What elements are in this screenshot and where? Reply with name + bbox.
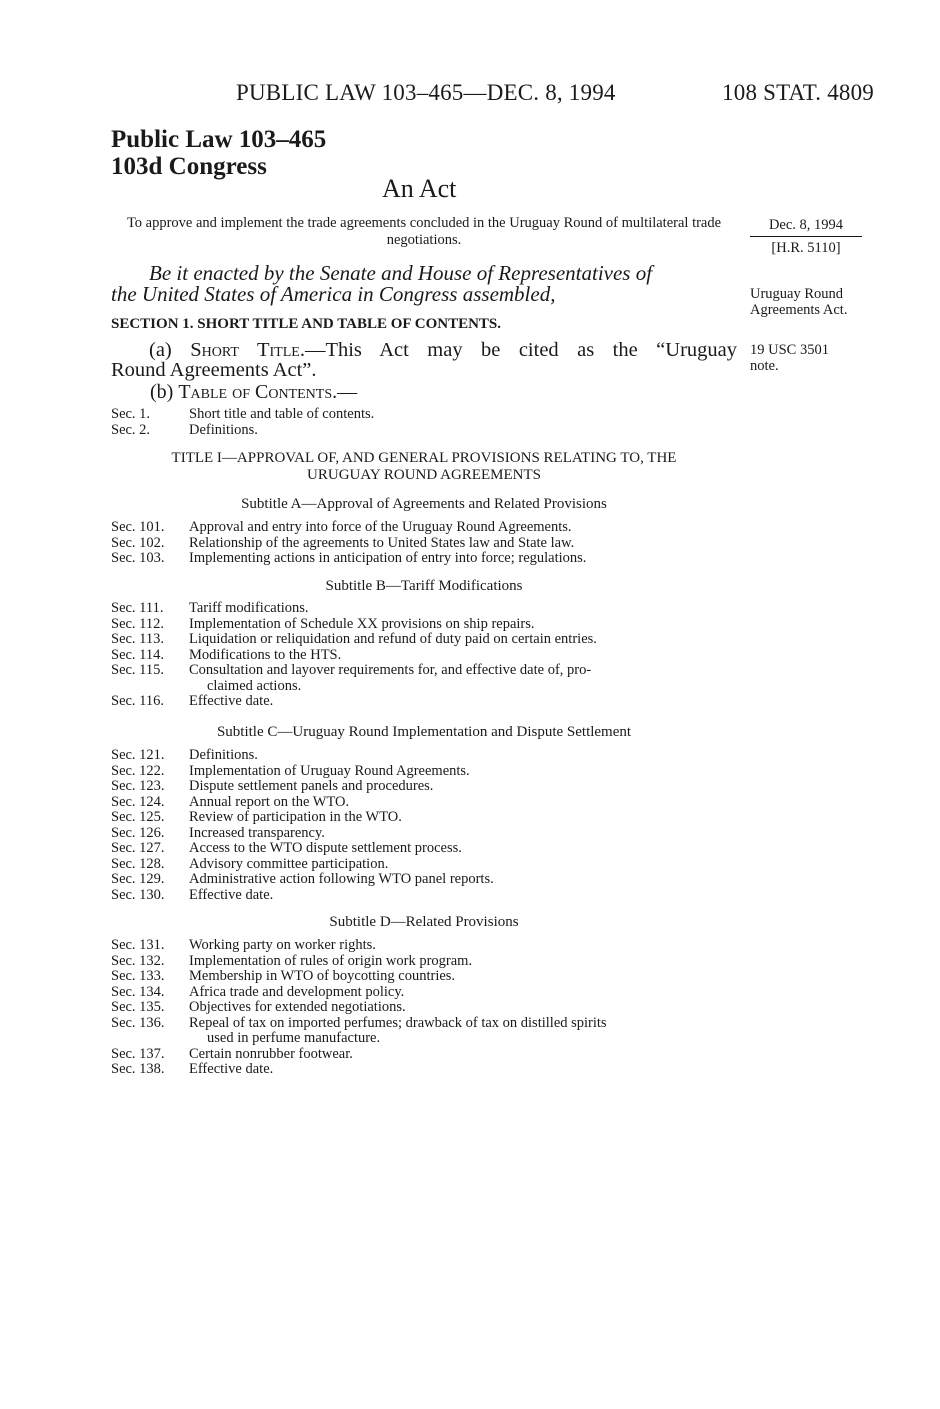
sidenote-usc bbox=[750, 342, 829, 374]
section-title: Liquidation or reliquidation and refund of duty paid on certain entries. bbox=[189, 631, 597, 647]
toc-entry bbox=[111, 663, 737, 679]
section-number: Sec. 135. bbox=[111, 999, 165, 1015]
section-title: Increased transparency. bbox=[189, 824, 325, 841]
section-number: Sec. 138. bbox=[111, 1061, 165, 1077]
section-number: Sec. 116. bbox=[111, 693, 165, 709]
toc-entry bbox=[111, 857, 737, 873]
toc-entry bbox=[111, 1016, 737, 1032]
paragraph-text: .—This Act may be cited as the “Uruguay bbox=[299, 339, 737, 361]
subtitle-sections bbox=[111, 748, 737, 903]
subtitle-heading: Subtitle B—Tariff Modifications bbox=[325, 578, 523, 594]
section-title-continuation: claimed actions. bbox=[207, 677, 302, 694]
section-title: Membership in WTO of boycotting countries. bbox=[189, 968, 456, 984]
section-number: Sec. 102. bbox=[111, 534, 165, 551]
toc-entry bbox=[111, 810, 737, 826]
toc-entry bbox=[111, 841, 737, 857]
section-title: Review of participation in the WTO. bbox=[189, 809, 402, 825]
toc-entry bbox=[111, 954, 737, 970]
section-number: Sec. 121. bbox=[111, 747, 165, 763]
section-title: Consultation and layover requirements for, and effective date of, pro- bbox=[189, 662, 592, 678]
toc-entry bbox=[111, 1000, 737, 1016]
running-head-stat: 108 STAT. 4809 bbox=[722, 80, 874, 105]
enactment-date: Dec. 8, 1994 bbox=[768, 217, 844, 233]
section-title: Tariff modifications. bbox=[189, 600, 309, 616]
toc-entry bbox=[111, 551, 737, 567]
enacting-line: the United States of America in Congress assembled, bbox=[111, 282, 556, 306]
subtitle-heading: Subtitle D—Related Provisions bbox=[329, 914, 519, 930]
toc-entry bbox=[111, 748, 737, 764]
section-title: Implementation of rules of origin work program. bbox=[189, 952, 473, 969]
section-number: Sec. 127. bbox=[111, 840, 165, 856]
short-title-line bbox=[111, 340, 737, 360]
subtitle-heading: Subtitle A—Approval of Agreements and Related Provisions bbox=[241, 496, 607, 512]
section-number: Sec. 1. bbox=[111, 406, 151, 422]
law-identifier bbox=[111, 126, 326, 180]
section-number: Sec. 126. bbox=[111, 824, 165, 841]
toc-entry bbox=[111, 872, 737, 888]
running-head-law: PUBLIC LAW 103–465—DEC. 8, 1994 bbox=[236, 80, 616, 105]
law-number: Public Law 103–465 bbox=[111, 126, 327, 153]
toc-entry bbox=[111, 938, 737, 954]
toc-entry bbox=[111, 632, 737, 648]
paragraph-caption: Short Title bbox=[190, 339, 300, 361]
section-title: Approval and entry into force of the Uruguay Round Agreements. bbox=[189, 519, 572, 535]
section-number: Sec. 134. bbox=[111, 983, 165, 1000]
section-number: Sec. 112. bbox=[111, 615, 165, 632]
congress: 103d Congress bbox=[111, 153, 267, 180]
section-title: Advisory committee participation. bbox=[189, 855, 389, 872]
toc-entry bbox=[111, 520, 737, 536]
sidenote-line: Uruguay Round bbox=[750, 286, 844, 302]
paragraph-text: .— bbox=[332, 381, 358, 403]
section-number: Sec. 125. bbox=[111, 809, 165, 825]
section-title: Dispute settlement panels and procedures. bbox=[189, 778, 434, 794]
toc-entry bbox=[111, 536, 737, 552]
section-title: Implementation of Schedule XX provisions on ship repairs. bbox=[189, 615, 535, 632]
section-title: Relationship of the agreements to United States law and State law. bbox=[189, 534, 575, 551]
section-number: Sec. 2. bbox=[111, 421, 151, 438]
toc-entry bbox=[111, 795, 737, 811]
toc-entry bbox=[111, 888, 737, 904]
section-title: Modifications to the HTS. bbox=[189, 646, 342, 663]
title-heading-line: URUGUAY ROUND AGREEMENTS bbox=[307, 467, 541, 483]
title-heading bbox=[111, 450, 737, 484]
subtitle-sections bbox=[111, 601, 737, 710]
toc-entry bbox=[111, 1047, 737, 1063]
section-title: Definitions. bbox=[189, 747, 258, 763]
section-title: Effective date. bbox=[189, 693, 274, 709]
toc-entry bbox=[111, 1062, 737, 1078]
toc-entry bbox=[111, 601, 737, 617]
section-number: Sec. 131. bbox=[111, 937, 165, 953]
section-title: Access to the WTO dispute settlement process. bbox=[189, 840, 462, 856]
section-number: Sec. 114. bbox=[111, 646, 165, 663]
act-title: An Act bbox=[382, 174, 457, 203]
subtitle-sections bbox=[111, 938, 737, 1078]
subtitle-sections bbox=[111, 520, 737, 567]
toc-entry bbox=[111, 764, 737, 780]
sidenote-date bbox=[750, 217, 862, 256]
section-title-continuation: used in perfume manufacture. bbox=[207, 1030, 381, 1046]
sidenote-line: 19 USC 3501 bbox=[750, 342, 829, 358]
short-title-line: Round Agreements Act”. bbox=[111, 359, 317, 381]
paragraph-label: (a) bbox=[149, 339, 191, 361]
section-number: Sec. 124. bbox=[111, 793, 165, 810]
paragraph-label: (b) bbox=[150, 381, 179, 403]
sidenote-rule bbox=[750, 236, 862, 237]
section-number: Sec. 129. bbox=[111, 871, 165, 887]
toc-entry bbox=[111, 407, 737, 423]
purpose-clause: To approve and implement the trade agreements concluded in the Uruguay Round of multilateral trade negotiations. bbox=[126, 215, 722, 248]
section-title: Objectives for extended negotiations. bbox=[189, 999, 406, 1015]
toc-entry bbox=[111, 617, 737, 633]
section-number: Sec. 123. bbox=[111, 778, 165, 794]
section-number: Sec. 111. bbox=[111, 600, 164, 616]
title-heading-line: TITLE I—APPROVAL OF, AND GENERAL PROVISIONS RELATING TO, THE bbox=[171, 450, 677, 466]
toc-entry bbox=[111, 826, 737, 842]
toc-heading bbox=[150, 381, 357, 404]
enacting-line: Be it enacted by the Senate and House of Representatives of bbox=[149, 261, 653, 285]
section-title: Short title and table of contents. bbox=[189, 406, 375, 422]
paragraph-caption: Table of Contents bbox=[178, 381, 333, 403]
toc-entry bbox=[111, 985, 737, 1001]
section-title: Effective date. bbox=[189, 886, 274, 903]
section-number: Sec. 122. bbox=[111, 762, 165, 779]
section-title: Implementing actions in anticipation of entry into force; regulations. bbox=[189, 550, 587, 566]
toc-entry bbox=[111, 648, 737, 664]
section-number: Sec. 132. bbox=[111, 952, 165, 969]
section-title: Repeal of tax on imported perfumes; drawback of tax on distilled spirits bbox=[189, 1014, 607, 1031]
section-number: Sec. 137. bbox=[111, 1045, 165, 1062]
toc-intro bbox=[111, 407, 737, 438]
section-title: Implementation of Uruguay Round Agreements. bbox=[189, 762, 470, 779]
section-title: Administrative action following WTO panel reports. bbox=[189, 871, 494, 887]
sidenote-short-title bbox=[750, 286, 847, 318]
section-number: Sec. 113. bbox=[111, 631, 165, 647]
section-title: Annual report on the WTO. bbox=[189, 793, 350, 810]
section-number: Sec. 115. bbox=[111, 662, 165, 678]
toc-entry bbox=[111, 694, 737, 710]
section-number: Sec. 130. bbox=[111, 886, 165, 903]
section-title: Working party on worker rights. bbox=[189, 937, 376, 953]
short-title-paragraph bbox=[111, 340, 737, 380]
section-number: Sec. 128. bbox=[111, 855, 165, 872]
section-heading: SECTION 1. SHORT TITLE AND TABLE OF CONTENTS. bbox=[111, 316, 502, 332]
subtitle-heading: Subtitle C—Uruguay Round Implementation and Dispute Settlement bbox=[216, 724, 632, 740]
section-number: Sec. 101. bbox=[111, 519, 165, 535]
section-number: Sec. 133. bbox=[111, 968, 165, 984]
section-title: Definitions. bbox=[189, 421, 258, 438]
toc-entry bbox=[111, 779, 737, 795]
section-number: Sec. 136. bbox=[111, 1014, 165, 1031]
section-number: Sec. 103. bbox=[111, 550, 165, 566]
toc-entry bbox=[111, 423, 737, 439]
bill-number: [H.R. 5110] bbox=[771, 240, 841, 256]
enacting-clause bbox=[111, 263, 737, 305]
sidenote-line: Agreements Act. bbox=[750, 302, 848, 318]
toc-entry bbox=[111, 969, 737, 985]
section-title: Certain nonrubber footwear. bbox=[189, 1045, 353, 1062]
section-title: Africa trade and development policy. bbox=[189, 983, 405, 1000]
section-title: Effective date. bbox=[189, 1061, 274, 1077]
sidenote-line: note. bbox=[750, 358, 779, 374]
